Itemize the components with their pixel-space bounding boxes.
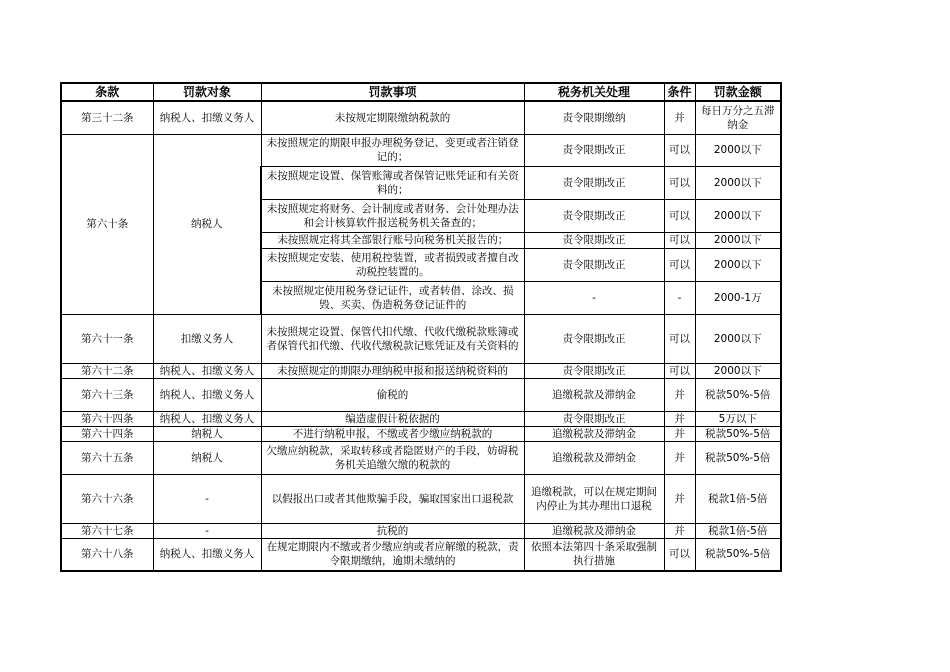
- target-cell: -: [153, 523, 261, 538]
- table-row: [61, 523, 781, 538]
- table-row: [61, 101, 781, 134]
- target-cell: 纳税人: [153, 426, 261, 441]
- clause-cell: 第六十条: [61, 134, 153, 314]
- clause-cell: 第三十二条: [61, 101, 153, 134]
- matter-cell: 未按照规定使用税务登记证件，或者转借、涂改、损毁、买卖、伪造税务登记证件的: [261, 281, 524, 314]
- table-row: [61, 314, 781, 363]
- target-cell: 纳税人、扣缴义务人: [153, 363, 261, 378]
- condition-cell: 并: [664, 523, 695, 538]
- amount-cell: 税款1倍-5倍: [695, 474, 781, 523]
- target-cell: 纳税人: [153, 134, 261, 314]
- clause-cell: 第六十一条: [61, 314, 153, 363]
- condition-cell: 可以: [664, 199, 695, 232]
- amount-cell: 2000以下: [695, 166, 781, 199]
- matter-cell: 抗税的: [261, 523, 524, 538]
- clause-cell: 第六十四条: [61, 411, 153, 426]
- condition-cell: 并: [664, 441, 695, 474]
- target-cell: 纳税人、扣缴义务人: [153, 538, 261, 571]
- amount-cell: 5万以下: [695, 411, 781, 426]
- amount-cell: 2000以下: [695, 199, 781, 232]
- condition-cell: 并: [664, 426, 695, 441]
- handling-cell: 责令限期改正: [524, 134, 664, 166]
- amount-cell: 2000以下: [695, 363, 781, 378]
- condition-cell: 可以: [664, 134, 695, 166]
- condition-cell: 可以: [664, 538, 695, 571]
- matter-cell: 不进行纳税申报，不缴或者少缴应纳税款的: [261, 426, 524, 441]
- condition-cell: 并: [664, 411, 695, 426]
- target-cell: 纳税人、扣缴义务人: [153, 378, 261, 411]
- matter-cell: 未按照规定设置、保管代扣代缴、代收代缴税款账簿或者保管代扣代缴、代收代缴税款记账凭证及有关资料的: [261, 314, 524, 363]
- matter-cell: 未按照规定的期限办理纳税申报和报送纳税资料的: [261, 363, 524, 378]
- amount-cell: 2000以下: [695, 134, 781, 166]
- matter-cell: 未按照规定安装、使用税控装置，或者损毁或者擅自改动税控装置的。: [261, 248, 524, 281]
- amount-cell: 每日万分之五滞纳金: [695, 101, 781, 134]
- handling-cell: 责令限期改正: [524, 166, 664, 199]
- handling-cell: 责令限期改正: [524, 199, 664, 232]
- matter-cell: 未按照规定将其全部银行账号向税务机关报告的；: [261, 232, 524, 248]
- clause-cell: 第六十三条: [61, 378, 153, 411]
- amount-cell: 2000以下: [695, 314, 781, 363]
- target-cell: 纳税人、扣缴义务人: [153, 411, 261, 426]
- table-row: [61, 134, 781, 166]
- target-cell: 纳税人、扣缴义务人: [153, 101, 261, 134]
- matter-cell: 未按规定期限缴纳税款的: [261, 101, 524, 134]
- table-row: [61, 538, 781, 571]
- handling-cell: -: [524, 281, 664, 314]
- penalty-table: [60, 82, 782, 572]
- condition-cell: 并: [664, 101, 695, 134]
- amount-cell: 税款50%-5倍: [695, 538, 781, 571]
- table-row: [61, 363, 781, 378]
- clause-cell: 第六十八条: [61, 538, 153, 571]
- handling-cell: 追缴税款及滞纳金: [524, 441, 664, 474]
- handling-cell: 追缴税款及滞纳金: [524, 426, 664, 441]
- handling-cell: 责令限期改正: [524, 363, 664, 378]
- table-row: [61, 378, 781, 411]
- condition-cell: -: [664, 281, 695, 314]
- clause-cell: 第六十二条: [61, 363, 153, 378]
- table-row: [61, 474, 781, 523]
- handling-cell: 责令限期改正: [524, 232, 664, 248]
- target-cell: -: [153, 474, 261, 523]
- amount-cell: 税款50%-5倍: [695, 378, 781, 411]
- amount-cell: 2000以下: [695, 248, 781, 281]
- header-amount: 罚款金额: [695, 83, 781, 101]
- header-handling: 税务机关处理: [524, 83, 664, 101]
- handling-cell: 责令限期改正: [524, 248, 664, 281]
- handling-cell: 依照本法第四十条采取强制执行措施: [524, 538, 664, 571]
- clause-cell: 第六十五条: [61, 441, 153, 474]
- header-target: 罚款对象: [153, 83, 261, 101]
- handling-cell: 责令限期改正: [524, 411, 664, 426]
- matter-cell: 未按照规定设置、保管账簿或者保管记账凭证和有关资料的；: [261, 166, 524, 199]
- clause-cell: 第六十六条: [61, 474, 153, 523]
- matter-cell: 偷税的: [261, 378, 524, 411]
- handling-cell: 责令限期改正: [524, 314, 664, 363]
- matter-cell: 未按照规定将财务、会计制度或者财务、会计处理办法和会计核算软件报送税务机关备查的；: [261, 199, 524, 232]
- clause-cell: 第六十七条: [61, 523, 153, 538]
- header-row: [61, 83, 781, 101]
- handling-cell: 责令限期缴纳: [524, 101, 664, 134]
- condition-cell: 并: [664, 378, 695, 411]
- condition-cell: 可以: [664, 314, 695, 363]
- amount-cell: 2000以下: [695, 232, 781, 248]
- table-row: [61, 426, 781, 441]
- target-cell: 扣缴义务人: [153, 314, 261, 363]
- handling-cell: 追缴税款，可以在规定期间内停止为其办理出口退税: [524, 474, 664, 523]
- amount-cell: 2000-1万: [695, 281, 781, 314]
- amount-cell: 税款1倍-5倍: [695, 523, 781, 538]
- matter-cell: 编造虚假计税依据的: [261, 411, 524, 426]
- condition-cell: 可以: [664, 166, 695, 199]
- header-condition: 条件: [664, 83, 695, 101]
- matter-cell: 未按照规定的期限申报办理税务登记、变更或者注销登记的；: [261, 134, 524, 166]
- table-row: [61, 441, 781, 474]
- condition-cell: 可以: [664, 248, 695, 281]
- condition-cell: 可以: [664, 363, 695, 378]
- amount-cell: 税款50%-5倍: [695, 426, 781, 441]
- matter-cell: 以假报出口或者其他欺骗手段，骗取国家出口退税款: [261, 474, 524, 523]
- clause-cell: 第六十四条: [61, 426, 153, 441]
- matter-cell: 欠缴应纳税款，采取转移或者隐匿财产的手段，妨碍税务机关追缴欠缴的税款的: [261, 441, 524, 474]
- handling-cell: 追缴税款及滞纳金: [524, 378, 664, 411]
- target-cell: 纳税人: [153, 441, 261, 474]
- condition-cell: 可以: [664, 232, 695, 248]
- handling-cell: 追缴税款及滞纳金: [524, 523, 664, 538]
- header-matter: 罚款事项: [261, 83, 524, 101]
- matter-cell: 在规定期限内不缴或者少缴应纳或者应解缴的税款，责令限期缴纳，逾期未缴纳的: [261, 538, 524, 571]
- condition-cell: 并: [664, 474, 695, 523]
- table-row: [61, 411, 781, 426]
- header-clause: 条款: [61, 83, 153, 101]
- amount-cell: 税款50%-5倍: [695, 441, 781, 474]
